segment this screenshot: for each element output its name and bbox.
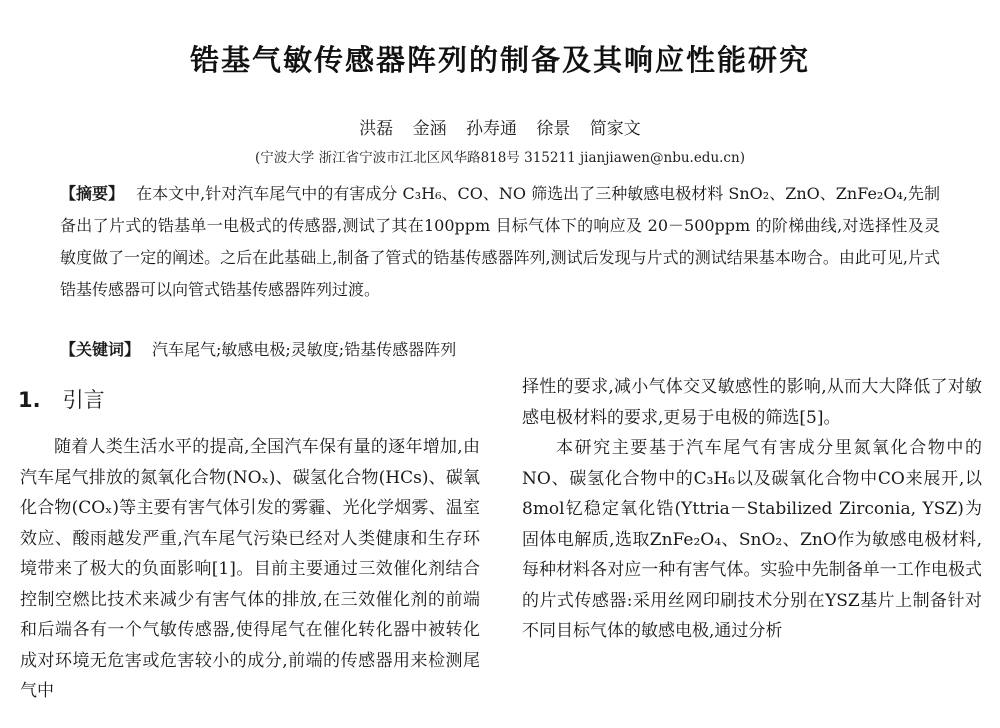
right-column — [522, 372, 982, 647]
paragraph: 择性的要求,减小气体交叉敏感性的影响,从而大大降低了对敏感电极材料的要求,更易于电极的筛选[5]。 — [522, 377, 982, 428]
paper-title: 锆基气敏传感器阵列的制备及其响应性能研究 — [189, 43, 810, 77]
abstract-text: 在本文中,针对汽车尾气中的有害成分 C₃H₆、CO、NO 筛选出了三种敏感电极材料 SnO₂、ZnO、ZnFe₂O₄,先制备出了片式的锆基单一电极式的传感器,测试了其在100ppm 目标气体下的响应及 20－500ppm 的阶梯曲线,对选择性及灵敏度做了一定的阐述。之后在此基础上,制备了管式的锆基传感器阵列,测试后发现与片式的测试结果基本吻合。由此可见,片式锆基传感器可以向管式锆基传感器阵列过渡。 — [60, 184, 940, 299]
section-heading — [18, 384, 105, 414]
keywords — [60, 334, 940, 366]
keywords-label: 【关键词】 — [60, 340, 141, 359]
abstract — [60, 178, 940, 306]
authors: 洪磊 金涵 孙寿通 徐景 简家文 — [359, 119, 641, 139]
paragraph: 随着人类生活水平的提高,全国汽车保有量的逐年增加,由汽车尾气排放的氮氧化合物(NOₓ)、碳氢化合物(HCs)、碳氧化合物(COₓ)等主要有害气体引发的雾霾、光化学烟雾、温室效应、酸雨越发严重,汽车尾气污染已经对人类健康和生存环境带来了极大的负面影响[1]。目前主要通过三效催化剂结合控制空燃比技术来减少有害气体的排放,在三效催化剂的前端和后端各有一个气敏传感器,使得尾气在催化转化器中被转化成对环境无危害或危害较小的成分,前端的传感器用来检测尾气中 — [20, 437, 480, 701]
affiliation: (宁波大学 浙江省宁波市江北区风华路818号 315211 jianjiawen@nbu.edu.cn) — [255, 150, 745, 166]
left-column — [20, 432, 480, 707]
section-number: 1. — [18, 388, 41, 412]
section-title: 引言 — [62, 388, 105, 412]
paragraph: 本研究主要基于汽车尾气有害成分里氮氧化合物中的NO、碳氢化合物中的C₃H₆以及碳氧化合物中CO来展开,以8mol钇稳定氧化锆(Yttria－Stabilized Zirconia, YSZ)为固体电解质,选取ZnFe₂O₄、SnO₂、ZnO作为敏感电极材料,每种材料各对应一种有害气体。实验中先制备单一工作电极式的片式传感器:采用丝网印刷技术分别在YSZ基片上制备针对不同目标气体的敏感电极,通过分析 — [522, 438, 982, 641]
keywords-text: 汽车尾气;敏感电极;灵敏度;锆基传感器阵列 — [152, 340, 457, 359]
abstract-label: 【摘要】 — [60, 184, 125, 203]
